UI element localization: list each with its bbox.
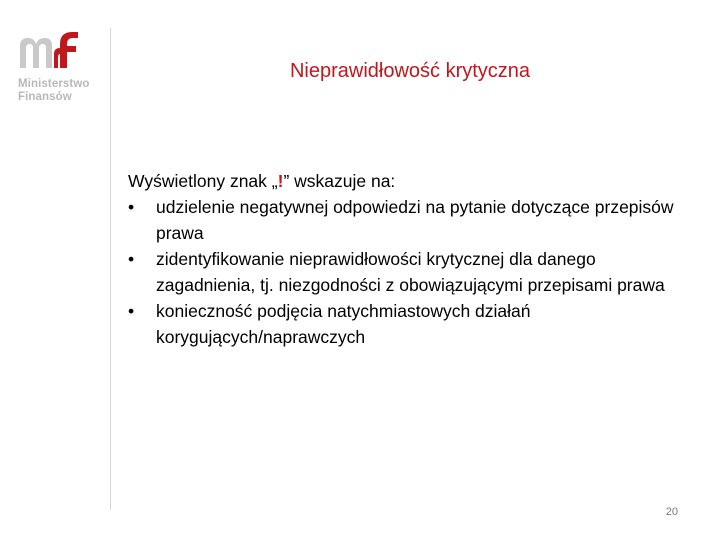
intro-text-before: Wyświetlony znak „ [128,171,278,191]
exclamation-mark: ! [277,171,284,191]
logo-line-2: Finansów [18,91,72,103]
bullet-icon: • [128,249,135,269]
slide-title: Nieprawidłowość krytyczna [289,60,531,82]
mf-logo-mark-icon [16,28,106,72]
bullet-icon: • [128,197,135,217]
ministry-logo [16,28,106,120]
bullet-list [128,194,688,350]
bullet-text: konieczność podjęcia natychmiastowych działań korygujących/naprawczych [156,301,531,347]
bullet-text: udzielenie negatywnej odpowiedzi na pytanie dotyczące przepisów prawa [156,197,674,243]
page-number: 20 [665,506,678,518]
list-item [128,194,688,246]
list-item [128,298,688,350]
vertical-divider [110,28,111,510]
logo-line-1: Ministerstwo [18,78,90,90]
list-item [128,246,688,298]
bullet-icon: • [128,301,135,321]
slide-body [128,168,688,350]
intro-text-after: ” wskazuje na: [283,171,396,191]
bullet-text: zidentyfikowanie nieprawidłowości krytycznej dla danego zagadnienia, tj. niezgodności z obowiązującymi przepisami prawa [156,249,665,295]
intro-line [128,168,688,194]
